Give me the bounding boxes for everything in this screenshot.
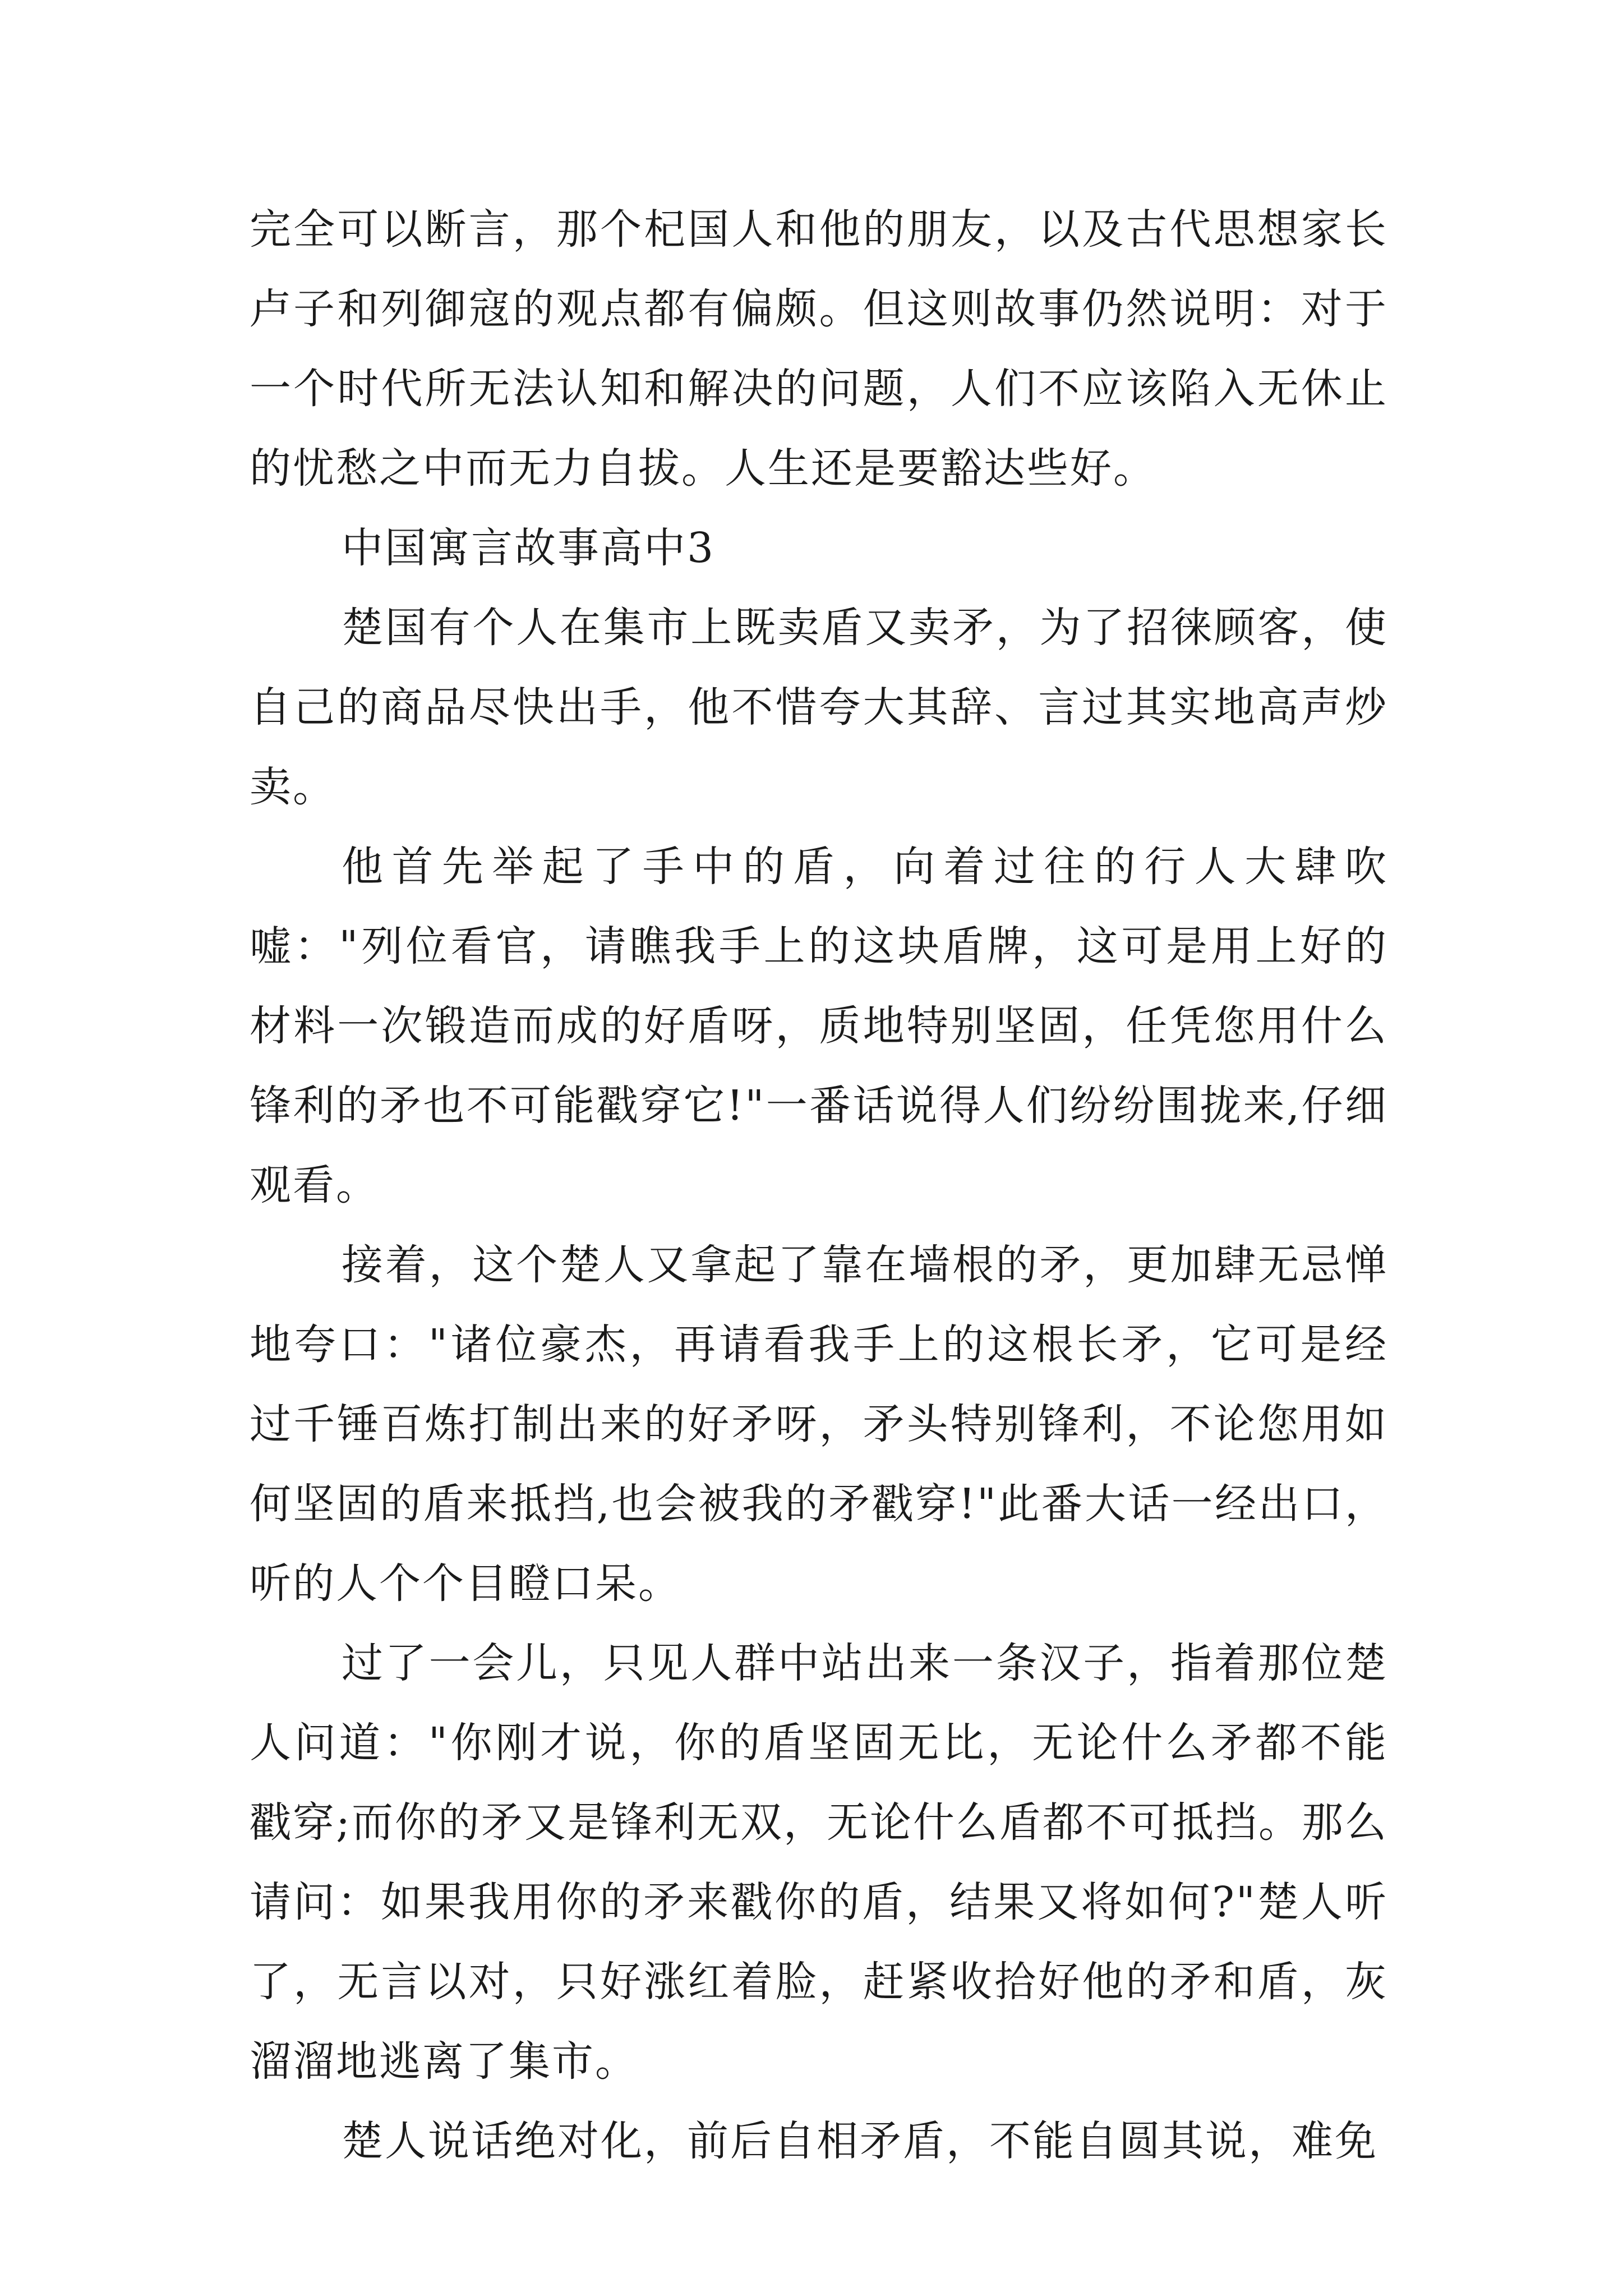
paragraph-continuation: 完全可以断言，那个杞国人和他的朋友，以及古代思想家长卢子和列御寇的观点都有偏颇。但这则故事仍然说明：对于一个时代所无法认知和解决的问题，人们不应该陷入无休止的忧愁之中而无力自拔。人生还是要豁达些好。 [250,205,1388,493]
body-text [250,190,1388,2181]
paragraph: 过了一会儿，只见人群中站出来一条汉子，指着那位楚人问道："你刚才说，你的盾坚固无比，无论什么矛都不能戳穿;而你的矛又是锋利无双，无论什么盾都不可抵挡。那么请问：如果我用你的矛来戳你的盾，结果又将如何?"楚人听了，无言以对，只好涨红着脸，赶紧收拾好他的矛和盾，灰溜溜地逃离了集市。 [250,1639,1388,2086]
paragraph: 楚人说话绝对化，前后自相矛盾，不能自圆其说，难免 [342,2117,1378,2165]
paragraph: 接着，这个楚人又拿起了靠在墙根的矛，更加肆无忌惮地夸口："诸位豪杰，再请看我手上的这根长矛，它可是经过千锤百炼打制出来的好矛呀，矛头特别锋利，不论您用如何坚固的盾来抵挡,也会被我的矛戳穿!"此番大话一经出口，听的人个个目瞪口呆。 [250,1241,1388,1608]
section-heading: 中国寓言故事高中3 [342,524,716,572]
paragraph: 他首先举起了手中的盾，向着过往的行人大肆吹嘘："列位看官，请瞧我手上的这块盾牌，这可是用上好的材料一次锻造而成的好盾呀，质地特别坚固，任凭您用什么锋利的矛也不可能戳穿它!"一番话说得人们纷纷围拢来,仔细观看。 [250,843,1388,1209]
paragraph: 楚国有个人在集市上既卖盾又卖矛，为了招徕顾客，使自己的商品尽快出手，他不惜夸大其辞、言过其实地高声炒卖。 [250,604,1388,811]
